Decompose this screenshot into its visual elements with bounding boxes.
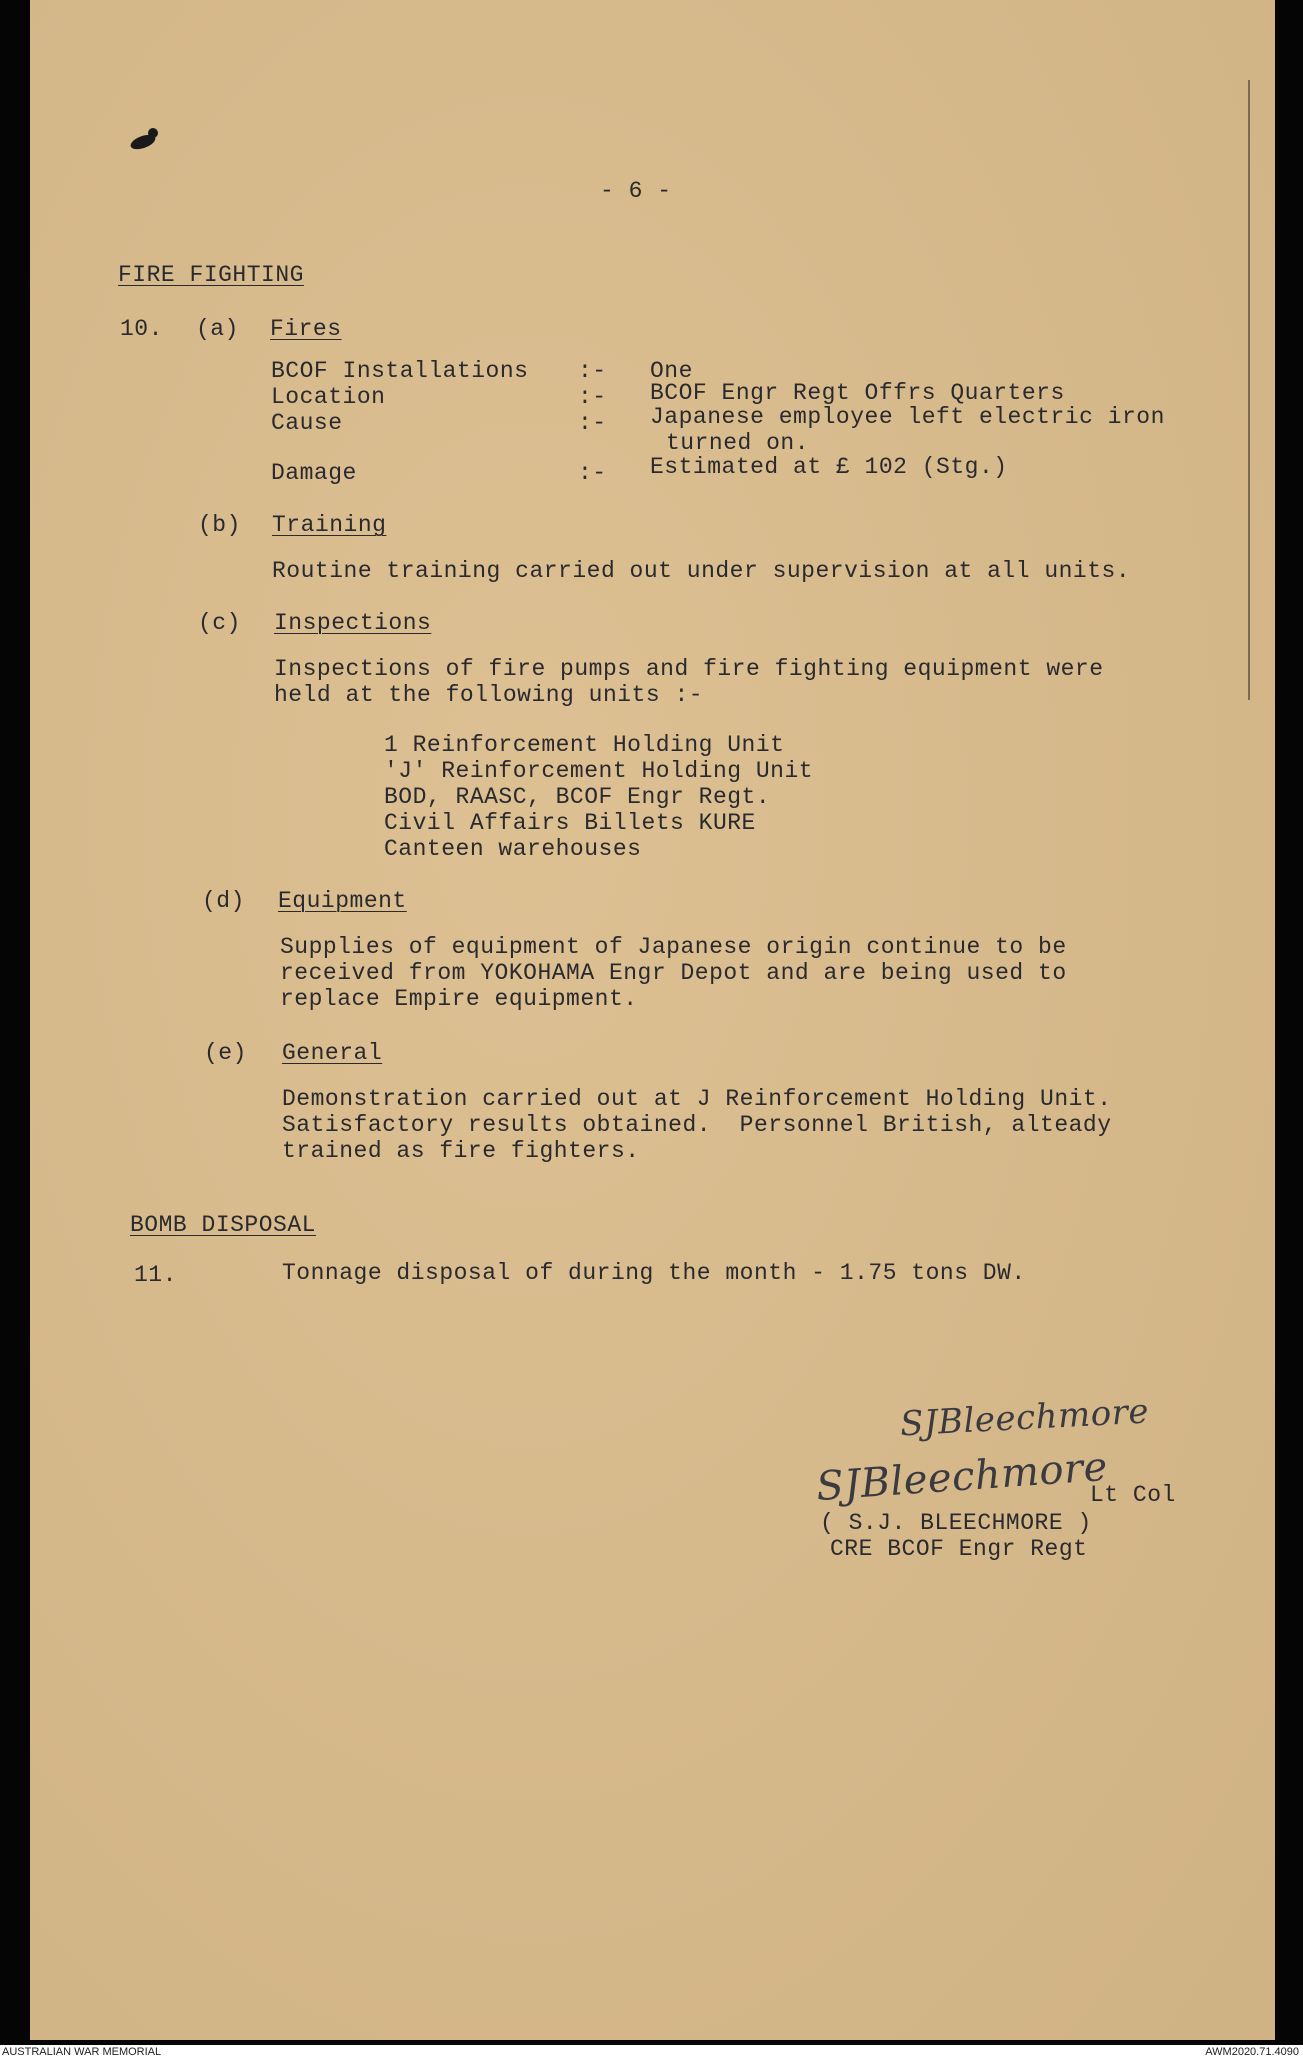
section-heading-bomb-disposal: BOMB DISPOSAL: [130, 1212, 316, 1238]
sub-label: (a): [196, 316, 239, 342]
sub-heading-fires: Fires: [270, 316, 342, 342]
unit-list-item: 'J' Reinforcement Holding Unit: [384, 758, 814, 784]
fires-key: Cause: [271, 410, 343, 436]
fires-value: Japanese employee left electric iron: [650, 404, 1165, 430]
sub-label: (c): [198, 610, 241, 636]
fires-value: BCOF Engr Regt Offrs Quarters: [650, 380, 1065, 406]
fires-value: Estimated at £ 102 (Stg.): [650, 454, 1008, 480]
handwritten-signature: SJBleechmore: [814, 1443, 1110, 1511]
sub-heading-inspections: Inspections: [274, 610, 432, 636]
handwritten-signature: SJBleechmore: [899, 1391, 1150, 1445]
general-text: trained as fire fighters.: [282, 1138, 640, 1164]
signatory-appointment: CRE BCOF Engr Regt: [830, 1536, 1088, 1562]
paragraph-number: 10.: [120, 316, 163, 342]
training-text: Routine training carried out under supervision at all units.: [272, 558, 1131, 584]
paragraph-number: 11.: [134, 1262, 177, 1288]
footer-archive-reference: AWM2020.71.4090: [1205, 2046, 1299, 2058]
fires-value-continued: turned on.: [666, 430, 810, 456]
fires-separator: :-: [578, 358, 607, 384]
fires-separator: :-: [578, 410, 607, 436]
fires-value: One: [650, 358, 693, 384]
unit-list-item: 1 Reinforcement Holding Unit: [384, 732, 785, 758]
sub-heading-training: Training: [272, 512, 387, 538]
unit-list-item: Civil Affairs Billets KURE: [384, 810, 756, 836]
inspections-text: Inspections of fire pumps and fire fighting equipment were: [274, 656, 1104, 682]
sub-heading-general: General: [282, 1040, 383, 1066]
sub-heading-equipment: Equipment: [278, 888, 407, 914]
sub-label: (e): [204, 1040, 247, 1066]
fires-key: Damage: [271, 460, 357, 486]
footer-archive-name: AUSTRALIAN WAR MEMORIAL: [2, 2046, 162, 2058]
sub-label: (d): [202, 888, 245, 914]
fires-separator: :-: [578, 384, 607, 410]
page-number: - 6 -: [600, 178, 672, 204]
bomb-disposal-text: Tonnage disposal of during the month - 1.75 tons DW.: [282, 1260, 1026, 1286]
section-heading-fire-fighting: FIRE FIGHTING: [118, 262, 304, 288]
general-text: Demonstration carried out at J Reinforcement Holding Unit.: [282, 1086, 1112, 1112]
signatory-name: ( S.J. BLEECHMORE ): [820, 1510, 1092, 1536]
fires-key: BCOF Installations: [271, 358, 529, 384]
signatory-rank: Lt Col: [1090, 1482, 1176, 1508]
inspections-text: held at the following units :-: [274, 682, 704, 708]
sub-label: (b): [198, 512, 241, 538]
fires-key: Location: [271, 384, 386, 410]
fires-separator: :-: [578, 460, 607, 486]
equipment-text: Supplies of equipment of Japanese origin continue to be: [280, 934, 1067, 960]
paper-crease: [1248, 80, 1250, 700]
equipment-text: replace Empire equipment.: [280, 986, 638, 1012]
document-page: [30, 0, 1275, 2040]
unit-list-item: Canteen warehouses: [384, 836, 642, 862]
equipment-text: received from YOKOHAMA Engr Depot and are being used to: [280, 960, 1067, 986]
ink-blot: [148, 128, 158, 138]
general-text: Satisfactory results obtained. Personnel British, alteady: [282, 1112, 1112, 1138]
unit-list-item: BOD, RAASC, BCOF Engr Regt.: [384, 784, 771, 810]
